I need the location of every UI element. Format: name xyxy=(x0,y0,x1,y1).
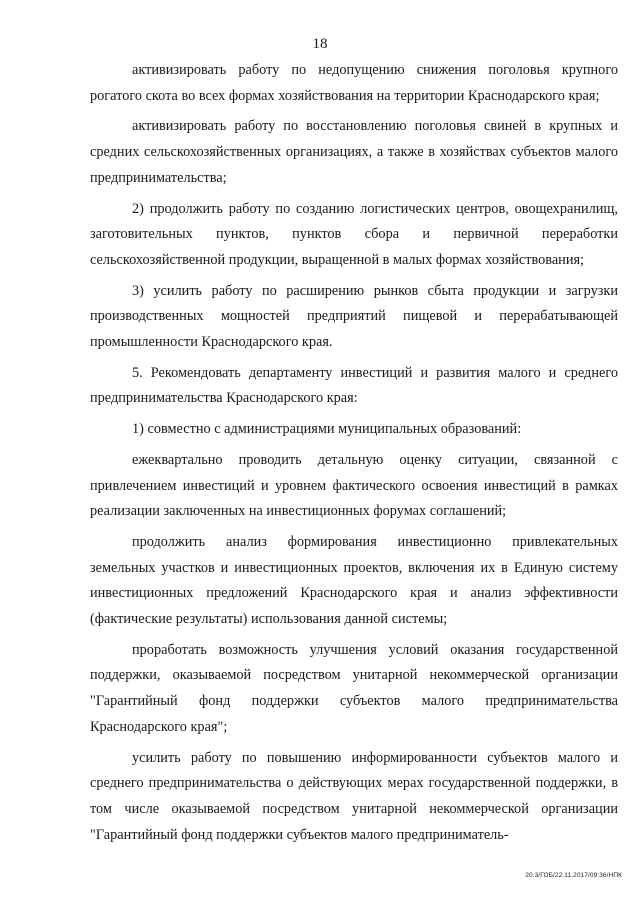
paragraph-quarterly-assessment: ежеквартально проводить детальную оценку ситуации, связанной с привлечением инвестиций и уровнем фактического освоения инвестиций в рамках реализации заключенных на инвестиционных форумах соглашений; xyxy=(90,451,618,520)
paragraph-recommendation-5: 5. Рекомендовать департаменту инвестиций и развития малого и среднего предпринимательства Краснодарского края: xyxy=(90,364,618,407)
paragraph-pigs: активизировать работу по восстановлению поголовья свиней в крупных и средних сельскохозяйственных организациях, а также в хозяйствах субъектов малого предпринимательства; xyxy=(90,118,618,186)
paragraph-land-analysis: продолжить анализ формирования инвестиционно привлекательных земельных участков и инвестиционных проектов, включения их в Единую систему инвестиционных предложений Краснодарского края и анализ эффективности (фактические результаты) использования данной системы; xyxy=(90,533,618,628)
paragraph-awareness: усилить работу по повышению информированности субъектов малого и среднего предпринимательства о действующих мерах государственной поддержки, в том числе оказываемой посредством унитарной некоммерческой организации "Гарантийный фонд поддержки субъектов малого предприниматель- xyxy=(90,749,618,843)
paragraph-guarantee-fund: проработать возможность улучшения условий оказания государственной поддержки, оказываемой посредством унитарной некоммерческой организации "Гарантийный фонд поддержки субъектов малого предпринимательства Краснодарского края"; xyxy=(90,641,618,735)
paragraph-markets: 3) усилить работу по расширению рынков сбыта продукции и загрузки производственных мощностей предприятий пищевой и перерабатывающей промышленности Краснодарского края. xyxy=(90,282,618,351)
footer-document-code: 20.3/ГОБ/22.11.2017/09:36/НПК xyxy=(525,872,622,879)
paragraph-item-1: 1) совместно с администрациями муниципальных образований: xyxy=(132,421,522,438)
document-body xyxy=(90,58,618,853)
page-number: 18 xyxy=(312,36,328,52)
paragraph-logistics: 2) продолжить работу по созданию логистических центров, овощехранилищ, заготовительных пунктов, пунктов сбора и первичной переработки сельскохозяйственной продукции, выращенной в малых формах хозяйствования; xyxy=(90,200,618,268)
paragraph-cattle: активизировать работу по недопущению снижения поголовья крупного рогатого скота во всех формах хозяйствования на территории Краснодарского края; xyxy=(90,62,618,104)
